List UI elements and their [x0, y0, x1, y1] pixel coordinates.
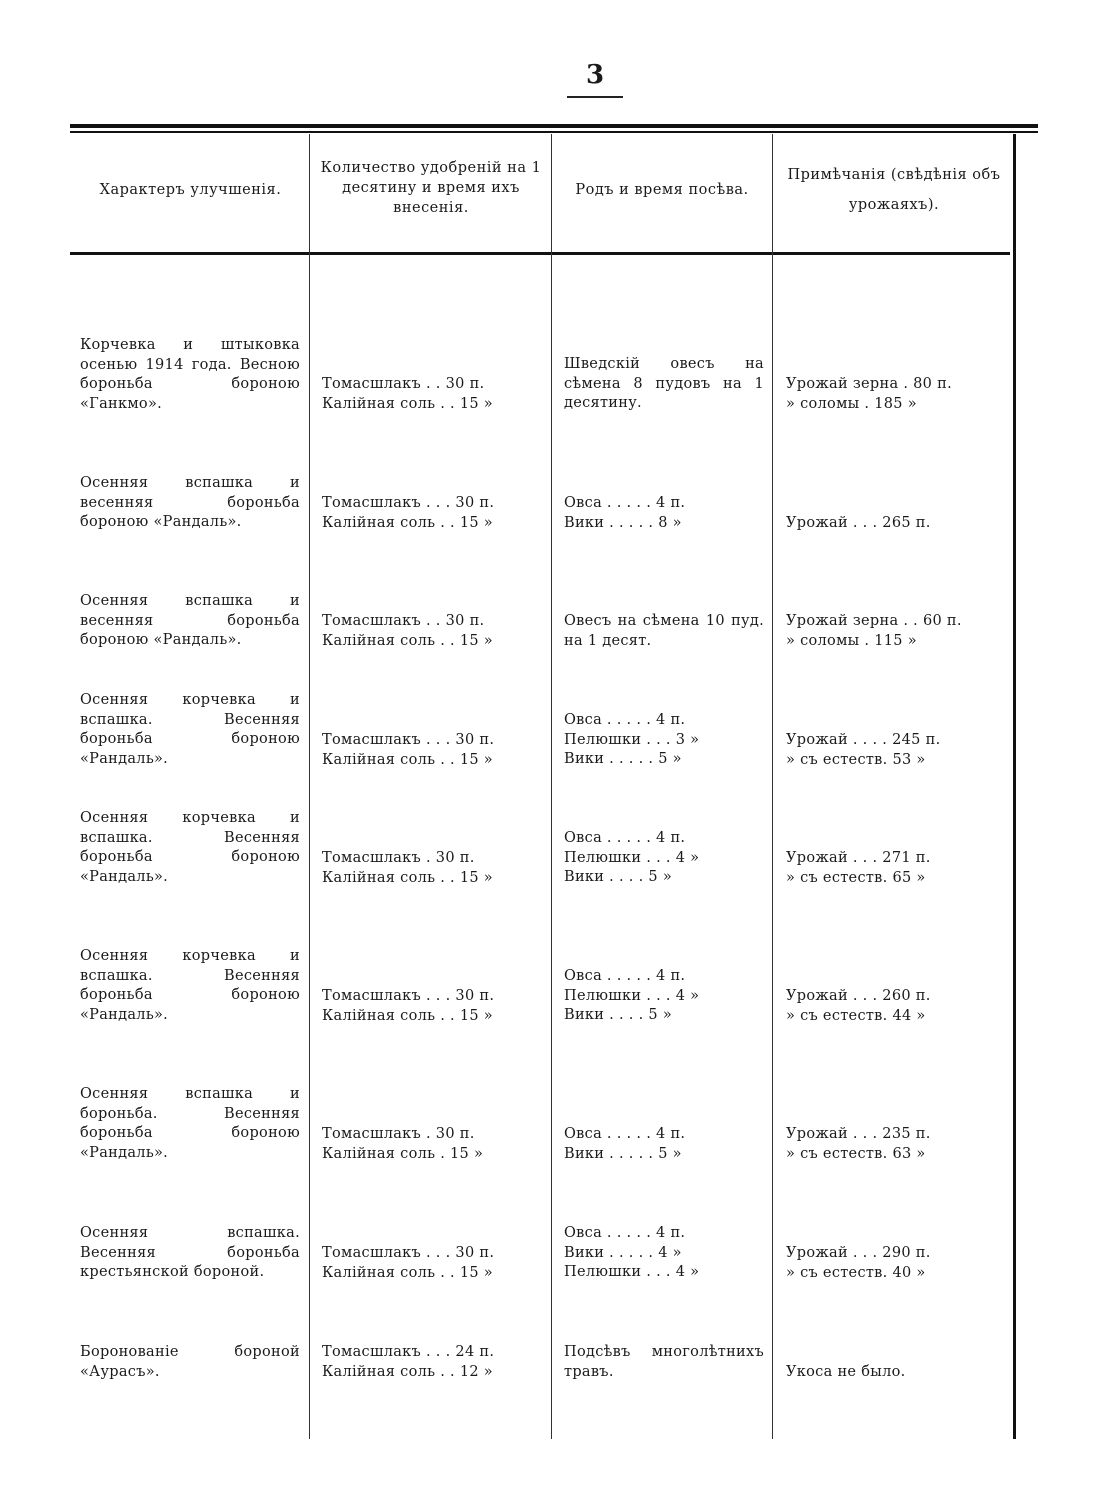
sowing-cell-line: Овса . . . . . 4 п.	[564, 968, 686, 984]
fertilizer-cell	[322, 375, 544, 414]
sowing-cell-line: Вики . . . . 5 »	[564, 869, 673, 885]
sowing-cell-line: Овса . . . . . 4 п.	[564, 1225, 686, 1241]
harvest-note-cell-line: » соломы . 115 »	[786, 632, 917, 649]
harvest-note-cell-line: » съ естеств. 53 »	[786, 751, 926, 768]
sowing-cell-line: Пелюшки . . . 4 »	[564, 987, 700, 1004]
improvement-description: Осенняя корчевка и вспашка. Весенняя бороньба бороною «Рандаль».	[80, 948, 300, 1023]
harvest-note-cell-line: Урожай . . . 290 п.	[786, 1245, 931, 1261]
column-divider-2	[551, 134, 552, 1439]
page-number: 3	[585, 60, 605, 90]
harvest-note-cell-line: » съ естеств. 65 »	[786, 869, 926, 886]
table-top-rule	[70, 124, 1038, 128]
fertilizer-cell-line: Калійная соль . . 15 »	[322, 1264, 493, 1281]
sowing-cell-line: Вики . . . . . 8 »	[564, 514, 682, 531]
harvest-note-cell-line: Урожай . . . 271 п.	[786, 850, 931, 866]
sowing-cell-line: Овса . . . . . 4 п.	[564, 712, 686, 728]
harvest-note-cell-line: Урожай . . . 265 п.	[786, 515, 931, 531]
table-right-border	[1013, 134, 1016, 1439]
harvest-note-cell	[786, 731, 1008, 770]
improvement-description: Осенняя вспашка. Весенняя бороньба крестьянской бороной.	[80, 1225, 300, 1280]
fertilizer-cell-line: Калійная соль . . 15 »	[322, 751, 493, 768]
column-divider-1	[309, 134, 310, 1439]
sowing-cell-line: Пелюшки . . . 4 »	[564, 1264, 700, 1280]
sowing-cell-line: Пелюшки . . . 3 »	[564, 731, 700, 748]
harvest-note-cell	[786, 1363, 1008, 1383]
fertilizer-cell	[322, 1343, 544, 1382]
fertilizer-cell	[322, 849, 544, 888]
sowing-cell-line: Овса . . . . . 4 п.	[564, 495, 686, 511]
harvest-note-cell	[786, 514, 1008, 534]
improvement-description: Боронованіе бороной «Аурасъ».	[80, 1344, 300, 1380]
fertilizer-cell-line: Калійная соль . . 15 »	[322, 395, 493, 412]
header-notes: Примѣчанія (свѣдѣнія объ урожаяхъ).	[787, 167, 1001, 213]
fertilizer-cell	[322, 612, 544, 651]
sowing-cell	[564, 1125, 764, 1164]
sowing-cell-line: Вики . . . . . 5 »	[564, 751, 682, 767]
table-top-rule-thin	[70, 131, 1038, 133]
improvement-description: Осенняя вспашка и бороньба. Весенняя бороньба бороною «Рандаль».	[80, 1086, 300, 1161]
fertilizer-cell-line: Томасшлакъ . . 30 п.	[322, 613, 485, 629]
fertilizer-cell-line: Томасшлакъ . . . 30 п.	[322, 988, 495, 1004]
harvest-note-cell-line: Урожай зерна . . 60 п.	[786, 613, 962, 629]
fertilizer-cell-line: Томасшлакъ . 30 п.	[322, 1126, 475, 1142]
fertilizer-cell-line: Калійная соль . . 15 »	[322, 514, 493, 531]
harvest-note-cell-line: Урожай зерна . 80 п.	[786, 376, 952, 392]
fertilizer-cell-line: Томасшлакъ . . 30 п.	[322, 376, 485, 392]
improvement-description: Осенняя корчевка и вспашка. Весенняя бороньба бороною «Рандаль».	[80, 810, 300, 885]
harvest-note-cell-line: Урожай . . . . 245 п.	[786, 732, 941, 748]
harvest-note-cell	[786, 375, 1008, 414]
header-fertilizer-amount: Количество удобреній на 1 десятину и время ихъ внесенія.	[320, 160, 542, 216]
fertilizer-cell-line: Калійная соль . . 12 »	[322, 1363, 493, 1380]
fertilizer-cell	[322, 731, 544, 770]
harvest-note-cell-line: » съ естеств. 40 »	[786, 1264, 926, 1281]
fertilizer-cell-line: Калійная соль . . 15 »	[322, 632, 493, 649]
page-number-underline	[567, 96, 623, 98]
harvest-note-cell-line: » съ естеств. 63 »	[786, 1145, 926, 1162]
harvest-note-cell-line: » соломы . 185 »	[786, 395, 917, 412]
improvement-description: Осенняя корчевка и вспашка. Весенняя бороньба бороною «Рандаль».	[80, 692, 300, 767]
fertilizer-cell-line: Томасшлакъ . . . 24 п.	[322, 1344, 495, 1360]
sowing-cell	[564, 711, 764, 770]
sowing-cell-line: Пелюшки . . . 4 »	[564, 849, 700, 866]
sowing-cell-line: Овса . . . . . 4 п.	[564, 1126, 686, 1142]
harvest-note-cell-line: Укоса не было.	[786, 1364, 906, 1380]
harvest-note-cell	[786, 1244, 1008, 1283]
header-sowing-kind: Родъ и время посѣва.	[575, 182, 749, 198]
sowing-cell-line: Вики . . . . . 4 »	[564, 1244, 682, 1261]
fertilizer-cell	[322, 494, 544, 533]
sowing-cell	[564, 1224, 764, 1283]
fertilizer-cell-line: Томасшлакъ . . . 30 п.	[322, 1245, 495, 1261]
fertilizer-cell	[322, 1244, 544, 1283]
header-character-of-improvement: Характеръ улучшенія.	[99, 182, 282, 198]
sowing-cell	[564, 829, 764, 888]
improvement-description: Корчевка и штыковка осенью 1914 года. Весною бороньба бороною «Ганкмо».	[80, 337, 300, 412]
fertilizer-cell-line: Калійная соль . 15 »	[322, 1145, 484, 1162]
sowing-cell-line: Вики . . . . 5 »	[564, 1007, 673, 1023]
sowing-cell: Подсѣвъ многолѣтнихъ травъ.	[564, 1344, 764, 1380]
harvest-note-cell-line: Урожай . . . 235 п.	[786, 1126, 931, 1142]
fertilizer-cell-line: Калійная соль . . 15 »	[322, 1007, 493, 1024]
sowing-cell-line: Овса . . . . . 4 п.	[564, 830, 686, 846]
sowing-cell: Шведскій овесъ на сѣмена 8 пудовъ на 1 десятину.	[564, 356, 764, 411]
sowing-cell: Овесъ на сѣмена 10 пуд. на 1 десят.	[564, 613, 764, 649]
sowing-cell-line: Вики . . . . . 5 »	[564, 1145, 682, 1162]
fertilizer-cell-line: Томасшлакъ . 30 п.	[322, 850, 475, 866]
harvest-note-cell	[786, 1125, 1008, 1164]
harvest-note-cell	[786, 987, 1008, 1026]
fertilizer-cell	[322, 987, 544, 1026]
fertilizer-cell-line: Томасшлакъ . . . 30 п.	[322, 495, 495, 511]
table-header-rule	[70, 252, 1010, 255]
improvement-description: Осенняя вспашка и весенняя бороньба бороною «Рандаль».	[80, 475, 300, 530]
sowing-cell	[564, 967, 764, 1026]
harvest-note-cell	[786, 849, 1008, 888]
fertilizer-cell	[322, 1125, 544, 1164]
fertilizer-cell-line: Томасшлакъ . . . 30 п.	[322, 732, 495, 748]
column-divider-3	[772, 134, 773, 1439]
improvement-description: Осенняя вспашка и весенняя бороньба бороною «Рандаль».	[80, 593, 300, 648]
harvest-note-cell	[786, 612, 1008, 651]
harvest-note-cell-line: Урожай . . . 260 п.	[786, 988, 931, 1004]
harvest-note-cell-line: » съ естеств. 44 »	[786, 1007, 926, 1024]
fertilizer-cell-line: Калійная соль . . 15 »	[322, 869, 493, 886]
sowing-cell	[564, 494, 764, 533]
